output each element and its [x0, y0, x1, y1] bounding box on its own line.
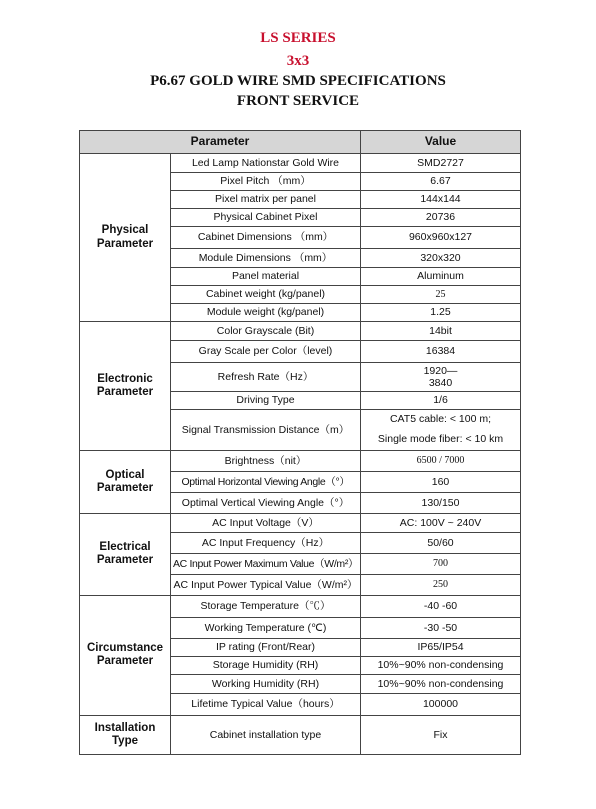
value-cell	[361, 410, 521, 451]
value-cell: 320x320	[361, 249, 521, 268]
value-cell: 10%~90% non-condensing	[361, 674, 521, 693]
param-cell: Driving Type	[171, 392, 361, 410]
value-cell: -40 -60	[361, 595, 521, 617]
value-cell: Fix	[361, 715, 521, 754]
spec-subtitle: FRONT SERVICE	[236, 93, 360, 109]
parameter-column-header: Parameter	[80, 131, 361, 154]
param-cell: Refresh Rate（Hz）	[171, 363, 361, 392]
param-cell: Brightness（nit）	[171, 450, 361, 471]
param-cell: Cabinet Dimensions （mm）	[171, 227, 361, 249]
value-cell: 14bit	[361, 322, 521, 341]
value-cell: 6500 / 7000	[361, 450, 521, 471]
param-cell: Optimal Horizontal Viewing Angle（°）	[171, 471, 361, 492]
value-cell: Aluminum	[361, 268, 521, 286]
param-cell: Working Humidity (RH)	[171, 674, 361, 693]
group-label-line1: Optical	[105, 468, 145, 481]
table-row	[80, 715, 521, 754]
table-row	[80, 322, 521, 341]
value-cell: SMD2727	[361, 154, 521, 173]
group-label-line2: Parameter	[96, 481, 154, 494]
group-optical	[80, 450, 171, 513]
group-label-line1: Circumstance	[86, 642, 164, 655]
group-label-line2: Parameter	[96, 554, 154, 567]
param-cell: Storage Temperature（℃）	[171, 595, 361, 617]
param-cell: AC Input Voltage（V）	[171, 513, 361, 532]
value-column-header: Value	[361, 131, 521, 154]
value-cell	[361, 363, 521, 392]
param-cell: Gray Scale per Color（level)	[171, 341, 361, 363]
param-cell: Led Lamp Nationstar Gold Wire	[171, 154, 361, 173]
size-label: 3x3	[286, 53, 310, 69]
group-label-line1: Physical	[101, 224, 149, 237]
value-cell: 100000	[361, 693, 521, 715]
param-cell: Module weight (kg/panel)	[171, 304, 361, 322]
group-label-line1: Installation	[94, 721, 156, 734]
param-cell: Color Grayscale (Bit)	[171, 322, 361, 341]
table-row	[80, 154, 521, 173]
group-label-line1: Electronic	[97, 372, 153, 385]
value-cell: 1/6	[361, 392, 521, 410]
spec-title: P6.67 GOLD WIRE SMD SPECIFICATIONS	[150, 73, 446, 89]
group-electrical	[80, 513, 171, 595]
param-cell: Working Temperature (℃)	[171, 617, 361, 638]
param-cell: Panel material	[171, 268, 361, 286]
group-physical	[80, 154, 171, 322]
value-cell: 250	[361, 574, 521, 595]
table-row	[80, 450, 521, 471]
value-line1: 1920—	[423, 364, 458, 377]
param-cell: AC Input Power Typical Value（W/m²）	[171, 574, 361, 595]
param-cell: Cabinet weight (kg/panel)	[171, 286, 361, 304]
value-cell: 960x960x127	[361, 227, 521, 249]
value-cell: IP65/IP54	[361, 638, 521, 656]
value-cell: 16384	[361, 341, 521, 363]
value-cell: 25	[361, 286, 521, 304]
value-cell: 144x144	[361, 191, 521, 209]
param-cell: AC Input Frequency（Hz）	[171, 532, 361, 553]
param-cell: Cabinet installation type	[171, 715, 361, 754]
param-cell: Storage Humidity (RH)	[171, 656, 361, 674]
param-cell: Signal Transmission Distance（m）	[171, 410, 361, 451]
group-label-line2: Parameter	[96, 655, 154, 668]
value-cell: 700	[361, 553, 521, 574]
value-cell: 20736	[361, 209, 521, 227]
value-cell: -30 -50	[361, 617, 521, 638]
group-label-line2: Parameter	[96, 237, 154, 250]
param-cell: Optimal Vertical Viewing Angle（°）	[171, 492, 361, 513]
group-label-line2: Type	[112, 734, 138, 747]
param-cell: Pixel matrix per panel	[171, 191, 361, 209]
param-cell: Physical Cabinet Pixel	[171, 209, 361, 227]
value-cell: 10%~90% non-condensing	[361, 656, 521, 674]
param-cell: IP rating (Front/Rear)	[171, 638, 361, 656]
value-cell: 6.67	[361, 173, 521, 191]
group-circumstance	[80, 595, 171, 715]
value-line1: CAT5 cable: < 100 m;	[389, 413, 492, 425]
param-cell: Module Dimensions （mm）	[171, 249, 361, 268]
table-header-row	[80, 131, 521, 154]
table-row	[80, 513, 521, 532]
param-cell: Pixel Pitch （mm）	[171, 173, 361, 191]
group-electronic	[80, 322, 171, 451]
param-cell: Lifetime Typical Value（hours）	[171, 693, 361, 715]
group-label-line1: Electrical	[99, 541, 151, 554]
param-cell: AC Input Power Maximum Value（W/m²）	[171, 553, 361, 574]
table-row	[80, 595, 521, 617]
value-cell: AC: 100V ~ 240V	[361, 513, 521, 532]
value-line2: 3840	[428, 377, 453, 389]
group-installation	[80, 715, 171, 754]
value-cell: 1.25	[361, 304, 521, 322]
value-cell: 50/60	[361, 532, 521, 553]
value-cell: 130/150	[361, 492, 521, 513]
series-title: LS SERIES	[260, 30, 336, 46]
group-label-line2: Parameter	[96, 385, 154, 398]
spec-table	[79, 130, 521, 755]
value-cell: 160	[361, 471, 521, 492]
value-line2: Single mode fiber: < 10 km	[377, 432, 504, 445]
